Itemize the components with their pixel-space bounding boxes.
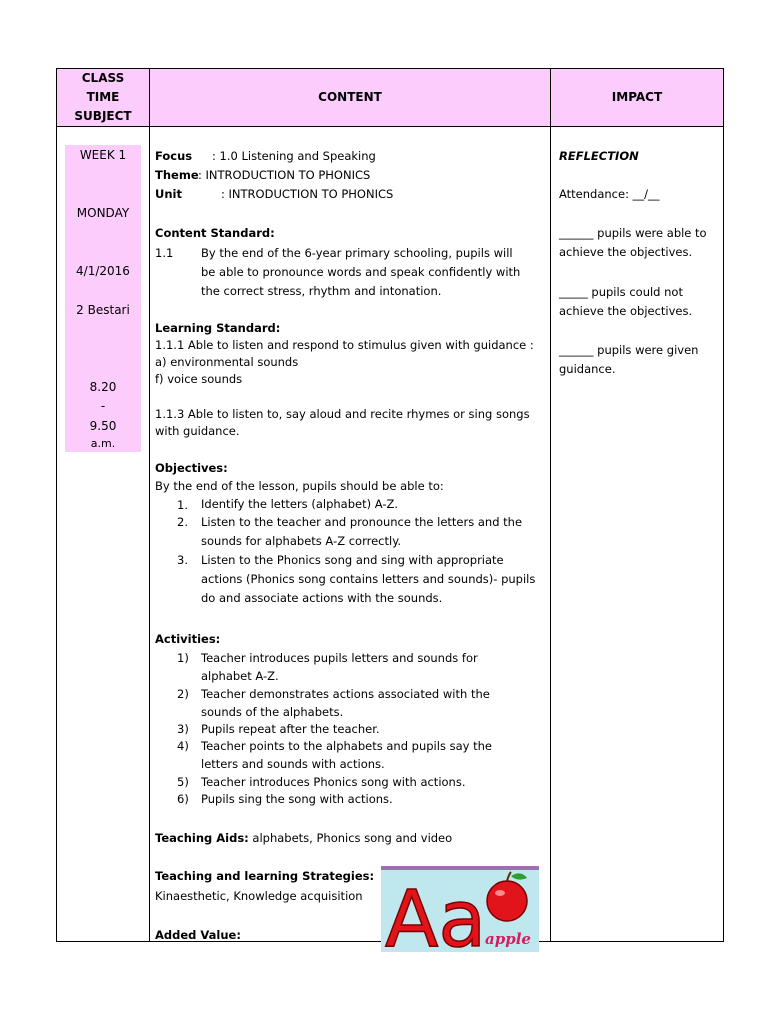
activity-number: 5)	[177, 775, 189, 789]
content-standard-number: 1.1	[155, 246, 174, 260]
focus-row	[155, 147, 545, 166]
teaching-aids-row	[155, 829, 545, 848]
divider	[550, 69, 551, 941]
activity-number: 6)	[177, 792, 189, 806]
activity-text: Pupils sing the song with actions.	[201, 792, 393, 806]
image-letters: Aa	[385, 875, 487, 952]
reflection-item	[559, 224, 719, 262]
activity-text	[201, 649, 545, 685]
activity-text	[201, 685, 545, 721]
time-ampm: a.m.	[90, 437, 116, 450]
teaching-aids-value: alphabets, Phonics song and video	[252, 831, 453, 845]
activity-line: Teacher introduces pupils letters and sounds for	[201, 651, 478, 665]
reflection-text: achieve the objectives.	[559, 304, 693, 318]
content-standard-label: Content Standard:	[155, 226, 275, 240]
theme-label: Theme	[155, 168, 199, 182]
activity-number: 1)	[177, 651, 189, 665]
reflection-text: pupils could not	[591, 285, 683, 299]
day-label: MONDAY	[76, 206, 130, 220]
header-class-time-subject	[57, 69, 149, 126]
learning-standard-text	[155, 337, 545, 388]
activities-label: Activities:	[155, 632, 221, 646]
activity-number: 2)	[177, 687, 189, 701]
list-item	[177, 790, 545, 808]
focus-value: : 1.0 Listening and Speaking	[212, 149, 376, 163]
objective-number: 2.	[177, 515, 188, 529]
time-dash: -	[100, 399, 106, 413]
list-item	[177, 513, 545, 551]
attendance-line: Attendance: __/__	[559, 187, 660, 201]
objective-line: actions (Phonics song contains letters and sounds)- pupils	[201, 572, 536, 586]
objective-text	[201, 551, 545, 608]
objective-line: sounds for alphabets A-Z correctly.	[201, 534, 402, 548]
reflection-blank: _____	[559, 285, 588, 299]
unit-value: : INTRODUCTION TO PHONICS	[221, 187, 394, 201]
unit-label: Unit	[155, 187, 182, 201]
reflection-blank: ______	[559, 226, 594, 240]
activity-text: Teacher introduces Phonics song with actions.	[201, 775, 466, 789]
list-item	[177, 496, 545, 513]
objective-text	[201, 513, 545, 551]
schedule-cell	[65, 145, 141, 452]
image-word: apple	[485, 930, 531, 948]
cs-line: By the end of the 6-year primary schooling, pupils will	[201, 246, 513, 260]
objective-line: Listen to the teacher and pronounce the letters and the	[201, 515, 523, 529]
list-item	[177, 773, 545, 791]
learning-standard-label: Learning Standard:	[155, 321, 281, 335]
ls-line: a) environmental sounds	[155, 355, 299, 369]
class-label: 2 Bestari	[76, 303, 130, 317]
week-label: WEEK 1	[79, 148, 127, 162]
list-item	[177, 720, 545, 738]
divider	[149, 69, 150, 941]
objective-number: 3.	[177, 553, 188, 567]
added-value-label: Added Value:	[155, 928, 241, 942]
objective-text: Identify the letters (alphabet) A-Z.	[201, 497, 399, 511]
strategies-label: Teaching and learning Strategies:	[155, 869, 375, 883]
list-item	[177, 649, 545, 685]
divider	[57, 126, 723, 127]
cs-line: the correct stress, rhythm and intonation.	[201, 284, 442, 298]
reflection-item	[559, 341, 719, 379]
cs-line: be able to pronounce words and speak confidently with	[201, 265, 521, 279]
ls-line: f) voice sounds	[155, 372, 243, 386]
date-label: 4/1/2016	[76, 264, 130, 278]
objectives-label: Objectives:	[155, 461, 228, 475]
apple-picture-icon	[381, 866, 539, 952]
header-content: CONTENT	[150, 69, 550, 126]
activity-number: 3)	[177, 722, 189, 736]
activity-number: 4)	[177, 739, 189, 753]
activity-line: alphabet A-Z.	[201, 669, 279, 683]
strategies-value: Kinaesthetic, Knowledge acquisition	[155, 889, 363, 903]
activity-line: letters and sounds with actions.	[201, 757, 385, 771]
objective-line: do and associate actions with the sounds.	[201, 591, 443, 605]
theme-row	[155, 166, 545, 185]
reflection-label: REFLECTION	[559, 149, 639, 163]
list-item	[177, 551, 545, 608]
theme-value: : INTRODUCTION TO PHONICS	[198, 168, 371, 182]
teaching-aids-label: Teaching Aids:	[155, 831, 249, 845]
activity-line: Teacher points to the alphabets and pupils say the	[201, 739, 492, 753]
reflection-blank: ______	[559, 343, 594, 357]
time-end: 9.50	[89, 419, 117, 433]
unit-row	[155, 185, 545, 204]
activity-line: sounds of the alphabets.	[201, 705, 344, 719]
reflection-text: pupils were able to	[597, 226, 707, 240]
reflection-item	[559, 283, 719, 321]
alphabet-apple-image	[381, 866, 539, 952]
content-standard-text	[201, 244, 545, 301]
reflection-text: achieve the objectives.	[559, 245, 693, 259]
list-item	[177, 685, 545, 721]
activity-text	[201, 737, 545, 773]
activity-line: Teacher demonstrates actions associated with the	[201, 687, 490, 701]
learning-standard-2-text	[155, 406, 545, 440]
header-time: TIME	[86, 90, 120, 104]
ls-line: 1.1.1 Able to listen and respond to stimulus given with guidance :	[155, 338, 534, 352]
list-item	[177, 737, 545, 773]
objectives-intro: By the end of the lesson, pupils should be able to:	[155, 479, 444, 493]
reflection-text: guidance.	[559, 362, 616, 376]
activity-text: Pupils repeat after the teacher.	[201, 722, 380, 736]
header-class: CLASS	[81, 71, 125, 85]
header-subject: SUBJECT	[74, 109, 132, 123]
reflection-text: pupils were given	[597, 343, 699, 357]
focus-label: Focus	[155, 149, 193, 163]
lesson-plan-table	[56, 68, 724, 952]
ls2-line: 1.1.3 Able to listen to, say aloud and recite rhymes or sing songs	[155, 407, 530, 421]
objective-line: Listen to the Phonics song and sing with appropriate	[201, 553, 504, 567]
time-start: 8.20	[89, 380, 117, 394]
objective-number: 1.	[177, 498, 188, 512]
ls2-line: with guidance.	[155, 424, 240, 438]
header-impact: IMPACT	[551, 69, 723, 126]
